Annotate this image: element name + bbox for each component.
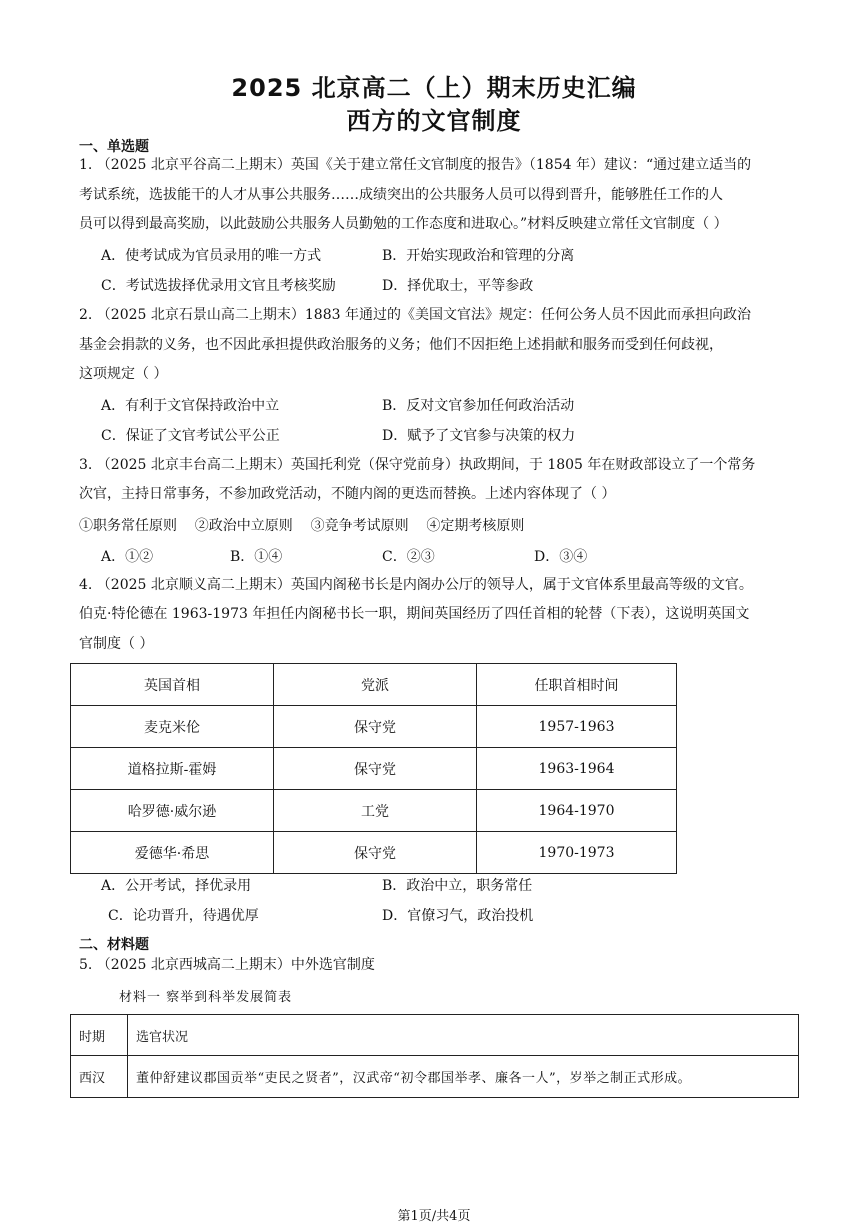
question-4-line-1: 4. （2025 北京顺义高二上期末）英国内阁秘书长是内阁办公厅的领导人，属于文官体系里最高等级的文官。 [79,577,753,593]
table-cell: 爱德华·希思 [71,832,274,874]
table-header-row [71,664,677,706]
page-title: 2025 北京高二（上）期末历史汇编 [231,74,637,102]
question-4-line-2: 伯克·特伦德在 1963-1973 年担任内阁秘书长一职，期间英国经历了四任首相的轮替（下表），这说明英国文 [79,606,750,622]
material-caption: 材料一 察举到科举发展简表 [119,990,293,1005]
question-1-option-a: A．使考试成为官员录用的唯一方式 [101,248,322,264]
page-number: 第1页/共4页 [397,1209,471,1224]
section-heading-material: 二、材料题 [79,937,149,953]
table-header-cell: 英国首相 [71,664,274,706]
page-subtitle: 西方的文官制度 [346,107,522,135]
table-cell: 保守党 [274,706,477,748]
question-3-option-a: A．①② [101,549,154,565]
question-2-line-3: 这项规定（ ） [79,366,168,382]
question-2-option-b: B．反对文官参加任何政治活动 [382,398,575,414]
material-table-cell: 董仲舒建议郡国贡举“吏民之贤者”，汉武帝“初令郡国举孝、廉各一人”，岁举之制正式形成。 [128,1056,799,1098]
prime-minister-table [70,663,677,874]
table-cell: 麦克米伦 [71,706,274,748]
question-4-option-c: C．论功晋升，待遇优厚 [108,908,259,924]
section-heading-single-choice: 一、单选题 [79,139,149,155]
question-1-line-3: 员可以得到最高奖励，以此鼓励公共服务人员勤勉的工作态度和进取心。”材料反映建立常任文官制度（ ） [79,216,728,232]
table-row [71,832,677,874]
question-1-option-d: D．择优取士，平等参政 [382,278,534,294]
table-cell: 保守党 [274,832,477,874]
question-1-option-c: C．考试选拔择优录用文官且考核奖励 [101,278,336,294]
material-table-cell: 西汉 [71,1056,128,1098]
table-row [71,706,677,748]
question-2-line-2: 基金会捐款的义务，也不因此承担提供政治服务的义务；他们不因拒绝上述捐献和服务而受到任何歧视， [79,337,723,353]
question-1-option-b: B．开始实现政治和管理的分离 [382,248,575,264]
table-header-cell: 任职首相时间 [477,664,677,706]
table-cell: 道格拉斯-霍姆 [71,748,274,790]
question-3-principles: ①职务常任原则 ②政治中立原则 ③竞争考试原则 ④定期考核原则 [79,518,525,534]
table-cell: 1957-1963 [477,706,677,748]
material-table [70,1014,799,1098]
question-1-line-2: 考试系统，选拔能干的人才从事公共服务……成绩突出的公共服务人员可以得到晋升，能够胜任工作的人 [79,187,723,203]
table-cell: 哈罗德·威尔逊 [71,790,274,832]
question-3-option-c: C．②③ [382,549,435,565]
table-cell: 工党 [274,790,477,832]
question-4-option-a: A．公开考试，择优录用 [101,878,252,894]
table-cell: 1970-1973 [477,832,677,874]
table-cell: 1964-1970 [477,790,677,832]
table-cell: 保守党 [274,748,477,790]
question-2-line-1: 2. （2025 北京石景山高二上期末）1883 年通过的《美国文官法》规定：任何公务人员不因此而承担向政治 [79,307,751,323]
table-row [71,790,677,832]
question-4-option-d: D．官僚习气，政治投机 [382,908,534,924]
material-table-header-cell: 选官状况 [128,1015,799,1056]
table-cell: 1963-1964 [477,748,677,790]
question-2-option-a: A．有利于文官保持政治中立 [101,398,280,414]
question-3-line-2: 次官，主持日常事务，不参加政党活动，不随内阁的更迭而替换。上述内容体现了（ ） [79,486,616,502]
material-table-header-cell: 时期 [71,1015,128,1056]
question-3-line-1: 3. （2025 北京丰台高二上期末）英国托利党（保守党前身）执政期间，于 1805 年在财政部设立了一个常务 [79,457,756,473]
table-row [71,748,677,790]
question-4-line-3: 官制度（ ） [79,636,154,652]
question-3-option-d: D．③④ [534,549,588,565]
material-table-row [71,1056,799,1098]
material-table-header-row [71,1015,799,1056]
question-2-option-d: D．赋予了文官参与决策的权力 [382,428,576,444]
question-3-option-b: B．①④ [230,549,283,565]
table-header-cell: 党派 [274,664,477,706]
question-2-option-c: C．保证了文官考试公平公正 [101,428,280,444]
question-5-intro: 5. （2025 北京西城高二上期末）中外选官制度 [79,957,375,973]
question-1-line-1: 1. （2025 北京平谷高二上期末）英国《关于建立常任文官制度的报告》（1854 年）建议：“通过建立适当的 [79,157,752,173]
question-4-option-b: B．政治中立，职务常任 [382,878,533,894]
